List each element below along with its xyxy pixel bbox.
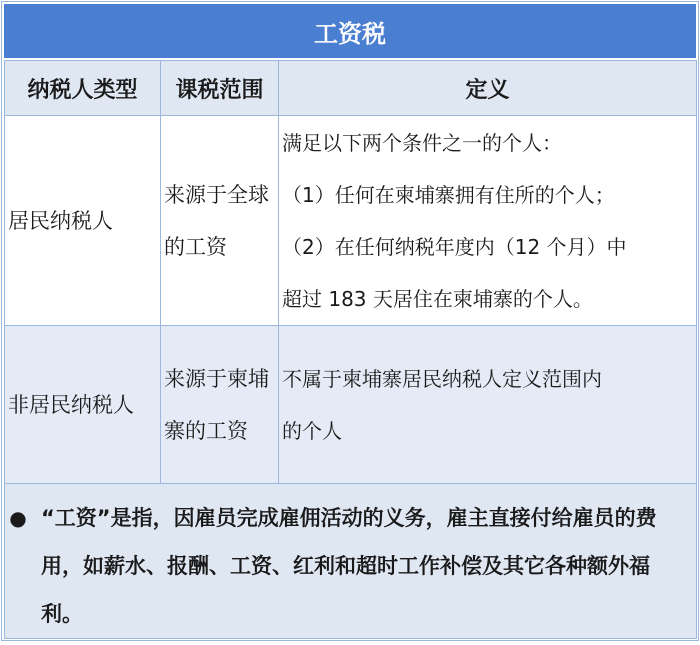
note-row [5,484,697,639]
header-tax-scope: 课税范围 [161,61,279,116]
tax-definition-table [4,60,697,639]
definition-line: （2）在任何纳税年度内（12 个月）中 [282,234,627,259]
tax-scope-nonresident: 来源于柬埔寨的工资 [164,366,269,443]
note-cell [5,484,697,639]
definition-cell [279,116,697,326]
definition-cell [279,326,697,484]
header-row [5,61,697,116]
bullet-icon: ● [9,506,27,530]
definition-line: 的个人 [282,418,342,443]
taxpayer-type-cell [5,116,161,326]
table-row [5,116,697,326]
definition-resident [279,117,696,325]
definition-nonresident [279,353,696,457]
wage-tax-table [1,1,699,641]
tax-scope-cell [161,326,279,484]
definition-line: 超过 183 天居住在柬埔寨的个人。 [282,286,593,311]
tax-scope-cell [161,116,279,326]
header-taxpayer-type: 纳税人类型 [5,61,161,116]
taxpayer-type-cell [5,326,161,484]
table-row [5,326,697,484]
definition-line: 满足以下两个条件之一的个人： [282,130,562,155]
wage-note [5,484,696,638]
table-title: 工资税 [4,4,696,58]
definition-line: 不属于柬埔寨居民纳税人定义范围内 [282,366,602,391]
tax-scope-resident: 来源于全球的工资 [164,182,269,259]
taxpayer-type-nonresident: 非居民纳税人 [8,392,134,417]
taxpayer-type-resident: 居民纳税人 [8,208,113,233]
definition-line: （1）任何在柬埔寨拥有住所的个人； [282,182,615,207]
wage-definition-note: “工资”是指，因雇员完成雇佣活动的义务，雇主直接付给雇员的费用，如薪水、报酬、工资、红利和超时工作补偿及其它各种额外福利。 [41,506,657,626]
header-definition: 定义 [279,61,697,116]
